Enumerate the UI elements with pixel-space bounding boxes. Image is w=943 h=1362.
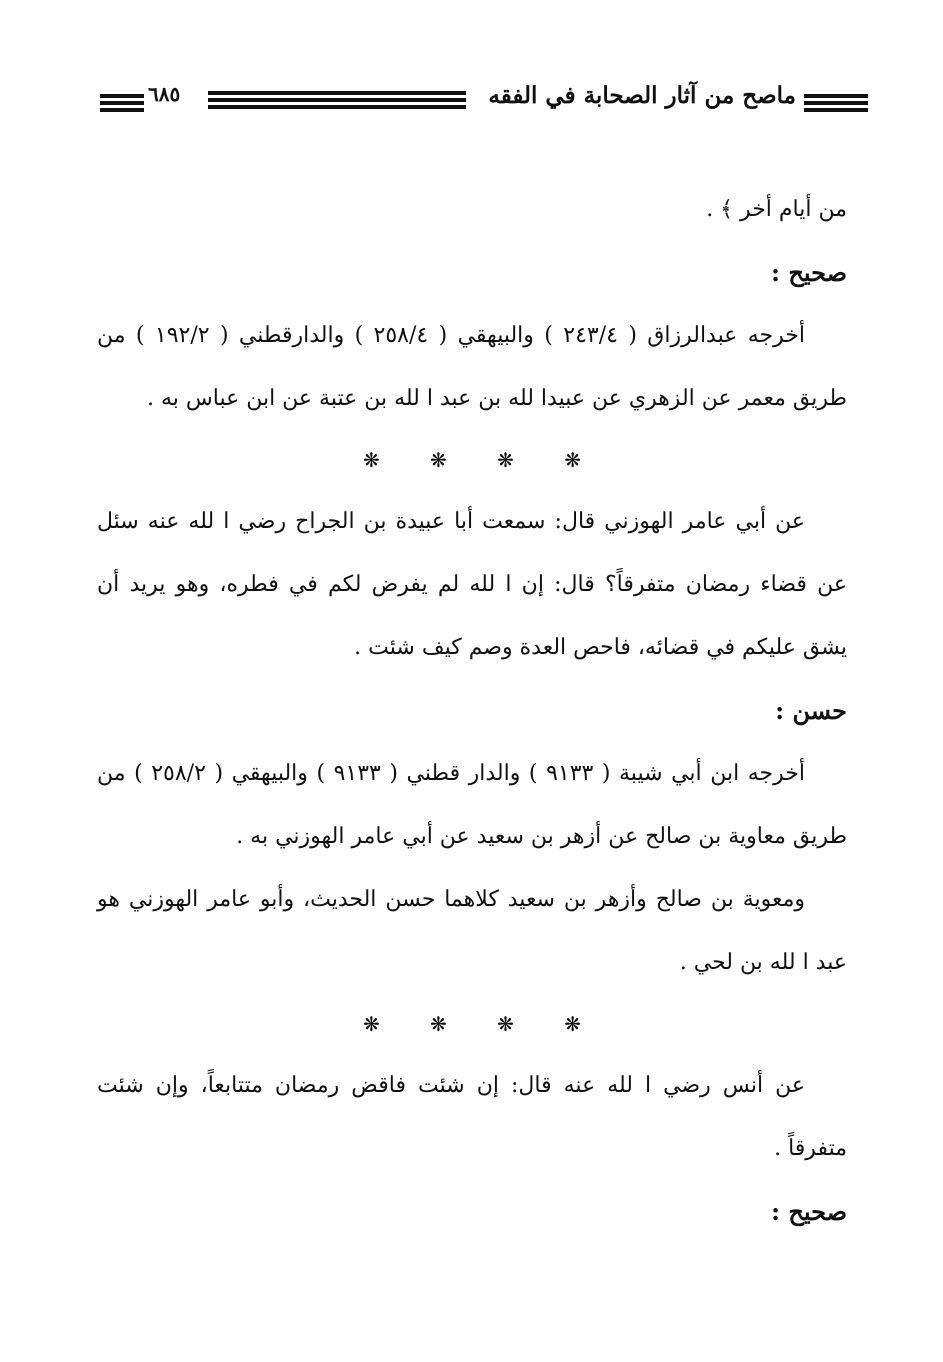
narrator-note: ومعوية بن صالح وأزهر بن سعيد كلاهما حسن الحديث، وأبو عامر الهوزني هو عبد ا لله بن لحي . xyxy=(97,887,847,975)
takhrij-paragraph: أخرجه ابن أبي شيبة ( ٩١٣٣ ) والدار قطني ( ٩١٣٣ ) والبيهقي ( ٢٥٨/٢ ) من طريق معاوية بن صالح عن أزهر بن سعيد عن أبي عامر الهوزني به . xyxy=(97,761,847,849)
header-ornament-left xyxy=(100,94,144,115)
verse-ending: من أيام أخر ﴾ . xyxy=(706,197,847,222)
section-divider: ❋ ❋ ❋ ❋ xyxy=(362,1012,582,1036)
grade-heading-sahih: صحيح : xyxy=(771,1197,847,1226)
section-divider: ❋ ❋ ❋ ❋ xyxy=(362,448,582,472)
takhrij-paragraph: أخرجه عبدالرزاق ( ٢٤٣/٤ ) والبيهقي ( ٢٥٨/٤ ) والدارقطني ( ١٩٢/٢ ) من طريق معمر عن الزهري عن عبيدا لله بن عبد ا لله بن عتبة عن ابن عباس به . xyxy=(97,323,847,411)
running-title: ماصح من آثار الصحابة في الفقه xyxy=(488,82,796,109)
athar-paragraph: عن أنس رضي ا لله عنه قال: إن شئت فاقض رمضان متتابعاً، وإن شئت متفرقاً . xyxy=(97,1073,847,1161)
grade-heading-sahih: صحيح : xyxy=(771,258,847,287)
header-ornament-right xyxy=(804,94,868,115)
page-body xyxy=(97,178,847,1243)
athar-paragraph: عن أبي عامر الهوزني قال: سمعت أبا عبيدة بن الجراح رضي ا لله عنه سئل عن قضاء رمضان متفرقاً؟ قال: إن ا لله لم يفرض لكم في فطره، وهو يريد أن يشق عليكم في قضائه، فاحص العدة وصم كيف شئت . xyxy=(97,509,847,660)
header-rule xyxy=(208,91,466,112)
grade-heading-hasan: حسن : xyxy=(775,696,847,725)
running-header xyxy=(100,80,868,120)
page-number: ٦٨٥ xyxy=(148,82,181,106)
